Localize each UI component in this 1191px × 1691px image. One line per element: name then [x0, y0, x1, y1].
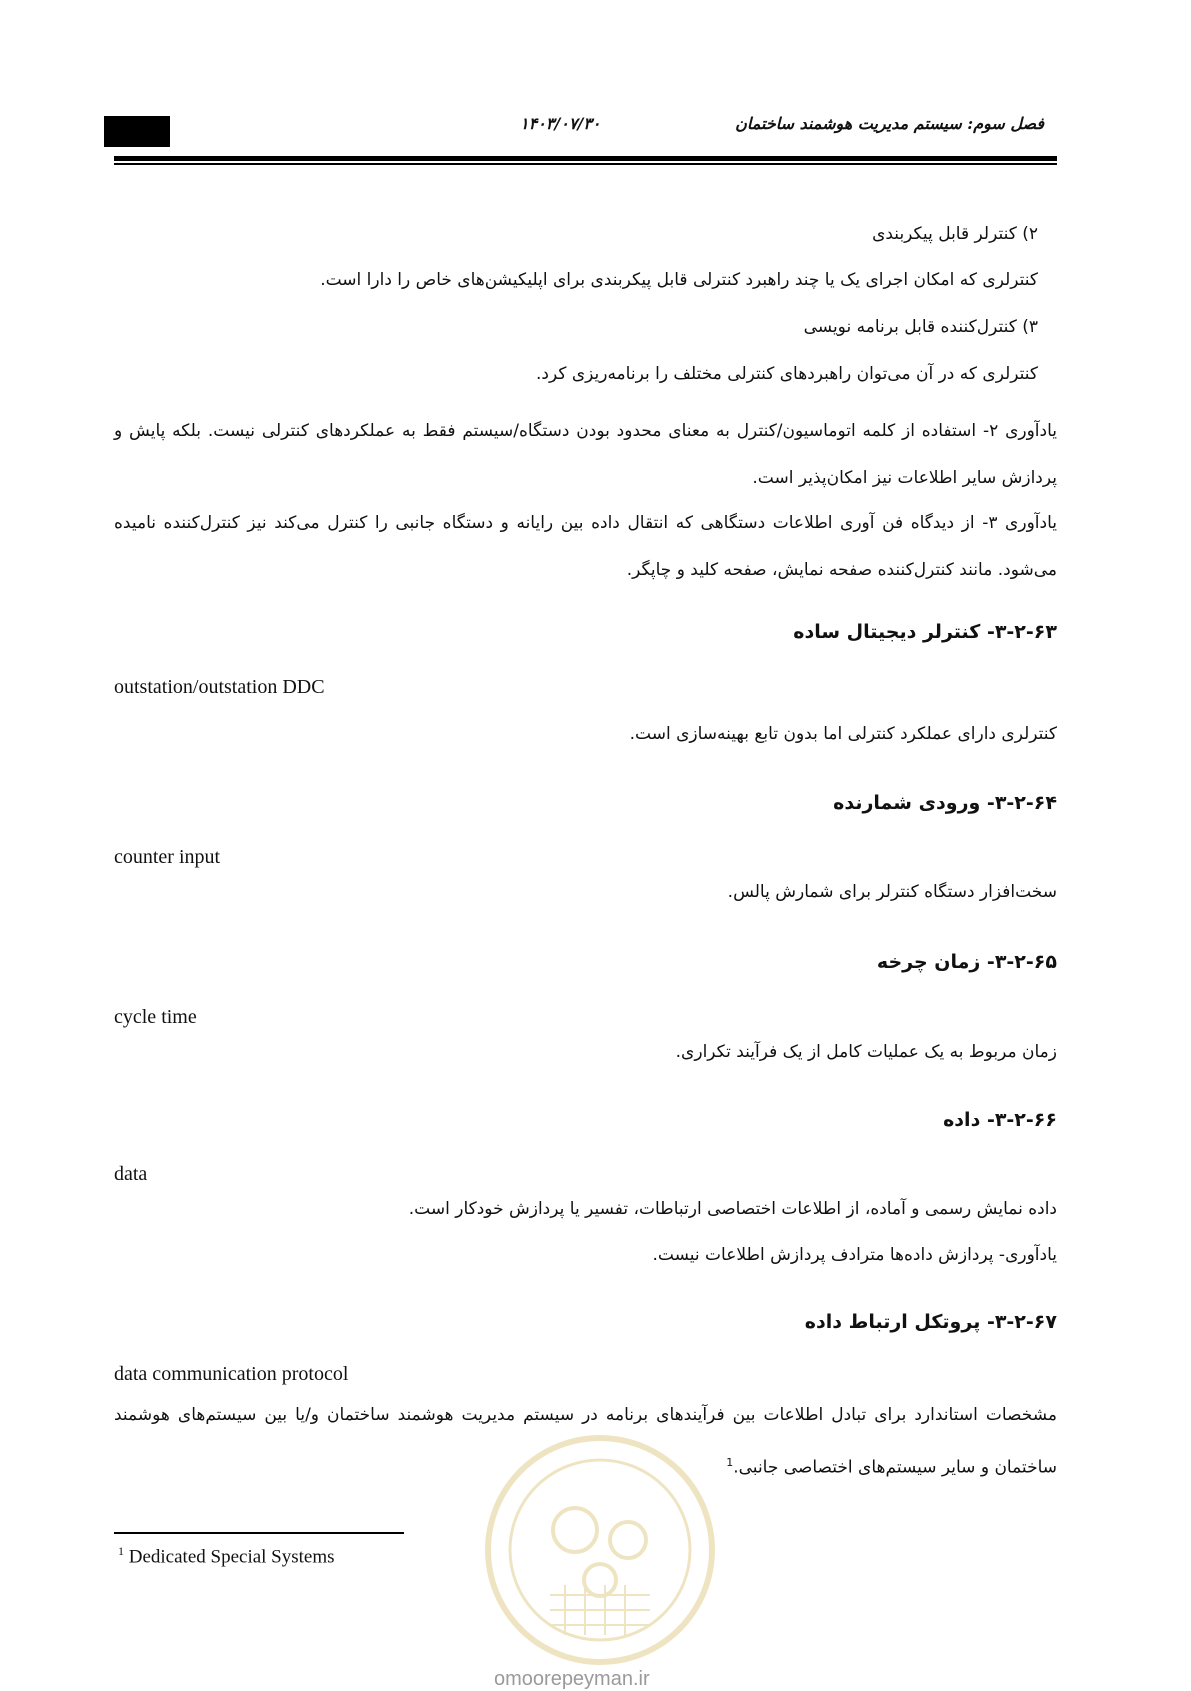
section-66-heading: ۳-۲-۶۶- داده: [943, 1109, 1057, 1131]
section-63-definition: کنترلری دارای عملکرد کنترلی اما بدون تابع بهینه‌سازی است.: [629, 724, 1057, 744]
section-65-term: cycle time: [114, 1006, 197, 1028]
note-3: یادآوری ۳- از دیدگاه فن آوری اطلاعات دستگاهی که انتقال داده بین رایانه و دستگاه جانبی را کنترل می‌کند نیز کنترل‌کننده نامیده می‌شود. مانند کنترل‌کننده صفحه نمایش، صفحه کلید و چاپگر.: [114, 513, 1057, 580]
watermark-seal-icon: [480, 1430, 720, 1670]
section-65-heading: ۳-۲-۶۵- زمان چرخه: [876, 951, 1057, 973]
item-3-title: ۳) کنترل‌کننده قابل برنامه نویسی: [803, 317, 1038, 337]
item-2-description: کنترلری که امکان اجرای یک یا چند راهبرد کنترلی قابل پیکربندی برای اپلیکیشن‌های خاص را دارا است.: [320, 270, 1038, 290]
section-67-heading: ۳-۲-۶۷- پروتکل ارتباط داده: [804, 1311, 1057, 1333]
section-64-term: counter input: [114, 846, 221, 868]
item-2-title: ۲) کنترلر قابل پیکربندی: [872, 224, 1038, 244]
section-64-definition: سخت‌افزار دستگاه کنترلر برای شمارش پالس.: [727, 882, 1057, 902]
item-3-description: کنترلری که در آن می‌توان راهبردهای کنترلی مختلف را برنامه‌ریزی کرد.: [535, 364, 1038, 384]
watermark-site: omoorepeyman.ir: [494, 1668, 650, 1690]
footnote-marker: 1: [118, 1544, 124, 1558]
chapter-title: فصل سوم: سیستم مدیریت هوشمند ساختمان: [735, 114, 1044, 133]
section-63-term: outstation/outstation DDC: [114, 676, 325, 698]
note-2: یادآوری ۲- استفاده از کلمه اتوماسیون/کنترل به معنای محدود بودن دستگاه/سیستم فقط به عملکردهای کنترلی نیست. بلکه پایش و پردازش سایر اطلاعات نیز امکان‌پذیر است.: [114, 421, 1057, 488]
header-date: ۱۴۰۳/۰۷/۳۰: [520, 114, 601, 133]
section-66-definition: داده نمایش رسمی و آماده، از اطلاعات اختصاصی ارتباطات، تفسیر یا پردازش خودکار است.: [408, 1199, 1057, 1219]
section-67-definition-text: مشخصات استاندارد برای تبادل اطلاعات بین فرآیندهای برنامه در سیستم مدیریت هوشمند ساختمان و/یا بین سیستم‌های هوشمند ساختمان و سایر سیستم‌های اختصاصی جانبی.: [114, 1405, 1057, 1478]
section-66-term: data: [114, 1163, 148, 1185]
header-rule-thick: [114, 156, 1057, 161]
section-67-term: data communication protocol: [114, 1363, 349, 1385]
footnote: [118, 1544, 335, 1568]
footnote-reference: 1: [726, 1456, 734, 1469]
section-64-heading: ۳-۲-۶۴- ورودی شمارنده: [833, 792, 1057, 814]
header-rule-thin: [114, 163, 1057, 165]
footnote-rule: [114, 1532, 404, 1534]
section-63-heading: ۳-۲-۶۳- کنترلر دیجیتال ساده: [793, 621, 1057, 643]
footnote-text: Dedicated Special Systems: [128, 1546, 335, 1568]
page-number-box: [104, 116, 170, 147]
section-66-note: یادآوری- پردازش داده‌ها مترادف پردازش اطلاعات نیست.: [652, 1245, 1057, 1265]
section-65-definition: زمان مربوط به یک عملیات کامل از یک فرآیند تکراری.: [675, 1042, 1057, 1062]
